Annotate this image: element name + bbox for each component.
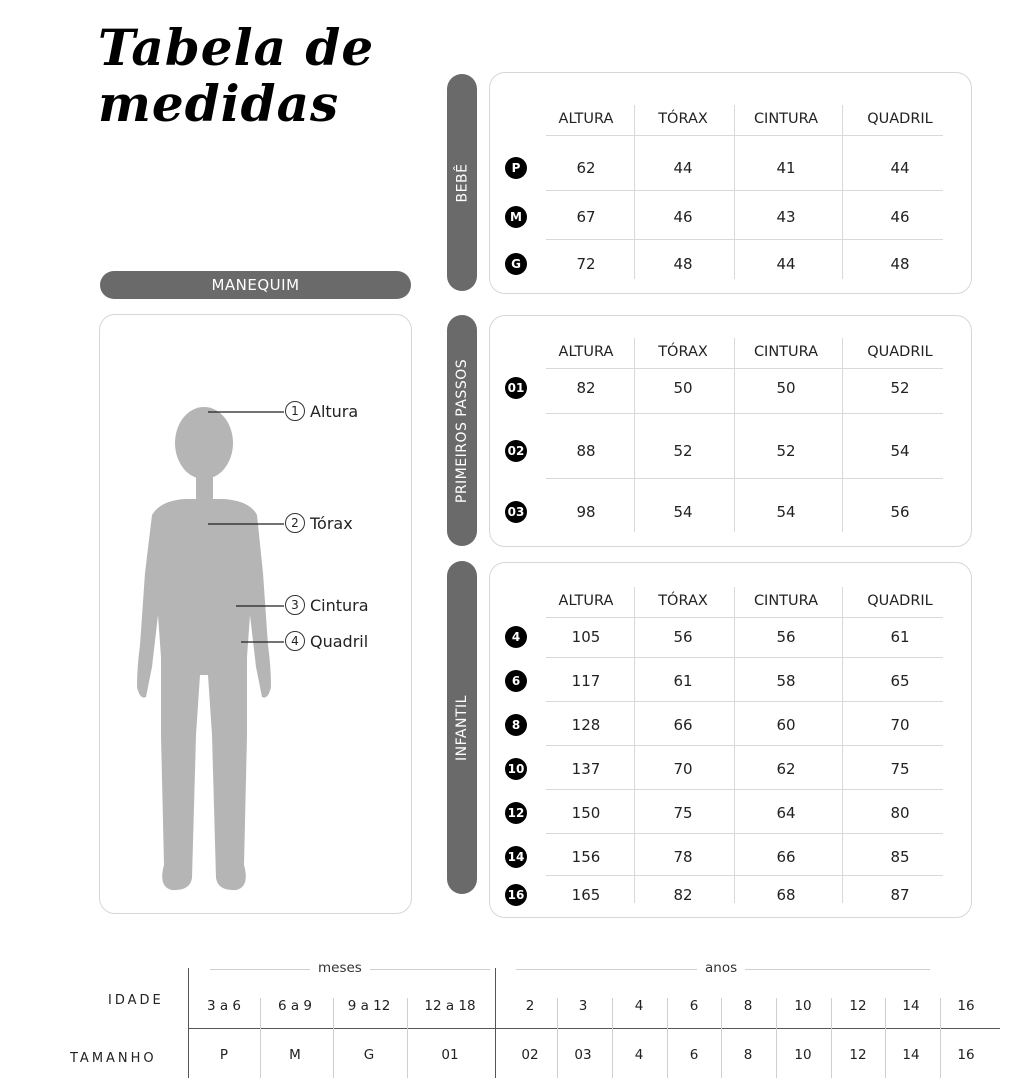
section-label-infantil: INFANTIL	[447, 561, 477, 894]
table-cell: 52	[673, 442, 693, 460]
table-cell: 58	[776, 672, 796, 690]
size-cell: 14	[902, 1047, 920, 1063]
table-cell: 75	[890, 760, 910, 778]
size-cell: 01	[441, 1047, 459, 1063]
anos-label: anos	[697, 960, 745, 976]
measure-number: 1	[285, 401, 305, 421]
table-cell: 50	[673, 379, 693, 397]
table-cell: 66	[673, 716, 693, 734]
measure-number: 2	[285, 513, 305, 533]
table-header	[546, 105, 943, 136]
column-divider	[634, 338, 635, 532]
row-divider	[546, 789, 943, 790]
table-cell: 117	[571, 672, 601, 690]
table-header	[546, 587, 943, 618]
measure-point-torax	[285, 513, 353, 533]
table-cell: 44	[673, 159, 693, 177]
table-cell: 46	[673, 208, 693, 226]
table-cell: 62	[776, 760, 796, 778]
size-cell: 6	[689, 1047, 699, 1063]
table-cell: 64	[776, 804, 796, 822]
age-cell: 8	[743, 998, 753, 1014]
table-cell: 44	[890, 159, 910, 177]
size-cell: M	[289, 1047, 301, 1063]
age-cell: 10	[794, 998, 812, 1014]
size-badge: 4	[505, 626, 527, 648]
size-badge: 12	[505, 802, 527, 824]
table-bebe	[489, 72, 972, 294]
column-divider	[407, 998, 408, 1078]
size-cell: 03	[574, 1047, 592, 1063]
column-header: TÓRAX	[658, 111, 708, 127]
table-cell: 65	[890, 672, 910, 690]
table-cell: 52	[776, 442, 796, 460]
age-cell: 16	[957, 998, 975, 1014]
age-cell: 4	[634, 998, 644, 1014]
size-cell: P	[219, 1047, 229, 1063]
table-cell: 70	[890, 716, 910, 734]
measure-point-cintura	[285, 595, 369, 615]
divider	[188, 1028, 1000, 1029]
size-cell: 12	[849, 1047, 867, 1063]
tamanho-label: TAMANHO	[70, 1051, 157, 1066]
table-cell: 61	[890, 628, 910, 646]
measure-label: Cintura	[310, 595, 369, 615]
table-cell: 78	[673, 848, 693, 866]
column-divider	[260, 998, 261, 1078]
size-badge: 03	[505, 501, 527, 523]
table-cell: 46	[890, 208, 910, 226]
age-cell: 6 a 9	[277, 998, 313, 1014]
size-badge: 6	[505, 670, 527, 692]
table-cell: 70	[673, 760, 693, 778]
column-header: CINTURA	[753, 593, 819, 609]
size-badge: P	[505, 157, 527, 179]
table-cell: 82	[576, 379, 596, 397]
table-primeiros-passos	[489, 315, 972, 547]
table-grid	[546, 587, 943, 903]
size-cell: 10	[794, 1047, 812, 1063]
section-label-primeiros-passos: PRIMEIROS PASSOS	[447, 315, 477, 546]
age-cell: 3 a 6	[206, 998, 242, 1014]
size-badge: 16	[505, 884, 527, 906]
divider	[495, 968, 496, 1078]
column-divider	[333, 998, 334, 1078]
size-badge: 10	[505, 758, 527, 780]
table-cell: 54	[890, 442, 910, 460]
age-cell: 9 a 12	[347, 998, 391, 1014]
table-cell: 88	[576, 442, 596, 460]
table-cell: 67	[576, 208, 596, 226]
table-cell: 54	[673, 503, 693, 521]
table-cell: 68	[776, 886, 796, 904]
table-cell: 105	[571, 628, 601, 646]
size-cell: 4	[634, 1047, 644, 1063]
divider	[188, 968, 189, 1078]
size-badge: G	[505, 253, 527, 275]
column-header: TÓRAX	[658, 593, 708, 609]
table-cell: 82	[673, 886, 693, 904]
column-header: QUADRIL	[867, 593, 933, 609]
row-divider	[546, 413, 943, 414]
table-cell: 61	[673, 672, 693, 690]
row-divider	[546, 745, 943, 746]
row-divider	[546, 701, 943, 702]
table-cell: 41	[776, 159, 796, 177]
table-grid	[546, 105, 943, 279]
table-cell: 150	[571, 804, 601, 822]
size-cell: 8	[743, 1047, 753, 1063]
table-cell: 62	[576, 159, 596, 177]
table-cell: 85	[890, 848, 910, 866]
size-badge: 01	[505, 377, 527, 399]
column-header: CINTURA	[753, 344, 819, 360]
table-cell: 44	[776, 255, 796, 273]
column-header: ALTURA	[558, 593, 614, 609]
age-size-table	[0, 950, 1024, 1078]
age-cell: 6	[689, 998, 699, 1014]
measure-label: Quadril	[310, 631, 369, 651]
age-cell: 3	[578, 998, 588, 1014]
table-cell: 43	[776, 208, 796, 226]
mannequin-panel	[99, 314, 412, 914]
measure-point-altura	[285, 401, 358, 421]
table-cell: 48	[673, 255, 693, 273]
size-badge: 02	[505, 440, 527, 462]
size-cell: 16	[957, 1047, 975, 1063]
row-divider	[546, 657, 943, 658]
section-label-bebe: BEBÊ	[447, 74, 477, 291]
table-cell: 66	[776, 848, 796, 866]
age-cell: 14	[902, 998, 920, 1014]
measure-label: Altura	[310, 401, 359, 421]
table-infantil	[489, 562, 972, 918]
size-badge: 8	[505, 714, 527, 736]
measure-number: 4	[285, 631, 305, 651]
table-cell: 80	[890, 804, 910, 822]
column-divider	[842, 338, 843, 532]
row-divider	[546, 478, 943, 479]
column-header: QUADRIL	[867, 344, 933, 360]
table-cell: 48	[890, 255, 910, 273]
age-cell: 2	[525, 998, 535, 1014]
column-header: ALTURA	[558, 344, 614, 360]
row-divider	[546, 239, 943, 240]
table-cell: 156	[571, 848, 601, 866]
table-grid	[546, 338, 943, 532]
row-divider	[546, 833, 943, 834]
row-divider	[546, 190, 943, 191]
table-cell: 52	[890, 379, 910, 397]
column-header: QUADRIL	[867, 111, 933, 127]
column-header: TÓRAX	[658, 344, 708, 360]
size-cell: 02	[521, 1047, 539, 1063]
table-cell: 137	[571, 760, 601, 778]
table-cell: 56	[673, 628, 693, 646]
measure-label: Tórax	[310, 513, 353, 533]
table-cell: 98	[576, 503, 596, 521]
table-cell: 60	[776, 716, 796, 734]
column-header: CINTURA	[753, 111, 819, 127]
meses-label: meses	[310, 960, 370, 976]
size-cell: G	[363, 1047, 375, 1063]
table-cell: 50	[776, 379, 796, 397]
column-divider	[634, 105, 635, 279]
table-cell: 72	[576, 255, 596, 273]
table-cell: 56	[776, 628, 796, 646]
table-cell: 165	[571, 886, 601, 904]
size-badge: M	[505, 206, 527, 228]
page-title: Tabela de medidas	[98, 18, 375, 133]
table-cell: 54	[776, 503, 796, 521]
column-divider	[734, 338, 735, 532]
age-cell: 12 a 18	[424, 998, 476, 1014]
table-cell: 128	[571, 716, 601, 734]
table-cell: 75	[673, 804, 693, 822]
child-silhouette	[100, 315, 413, 915]
table-header	[546, 338, 943, 369]
column-divider	[734, 105, 735, 279]
idade-label: IDADE	[108, 993, 164, 1008]
row-divider	[546, 875, 943, 876]
size-badge: 14	[505, 846, 527, 868]
column-divider	[842, 105, 843, 279]
manequim-label: MANEQUIM	[100, 271, 411, 299]
table-cell: 87	[890, 886, 910, 904]
column-header: ALTURA	[558, 111, 614, 127]
age-cell: 12	[849, 998, 867, 1014]
table-cell: 56	[890, 503, 910, 521]
measure-point-quadril	[285, 631, 368, 651]
measure-number: 3	[285, 595, 305, 615]
